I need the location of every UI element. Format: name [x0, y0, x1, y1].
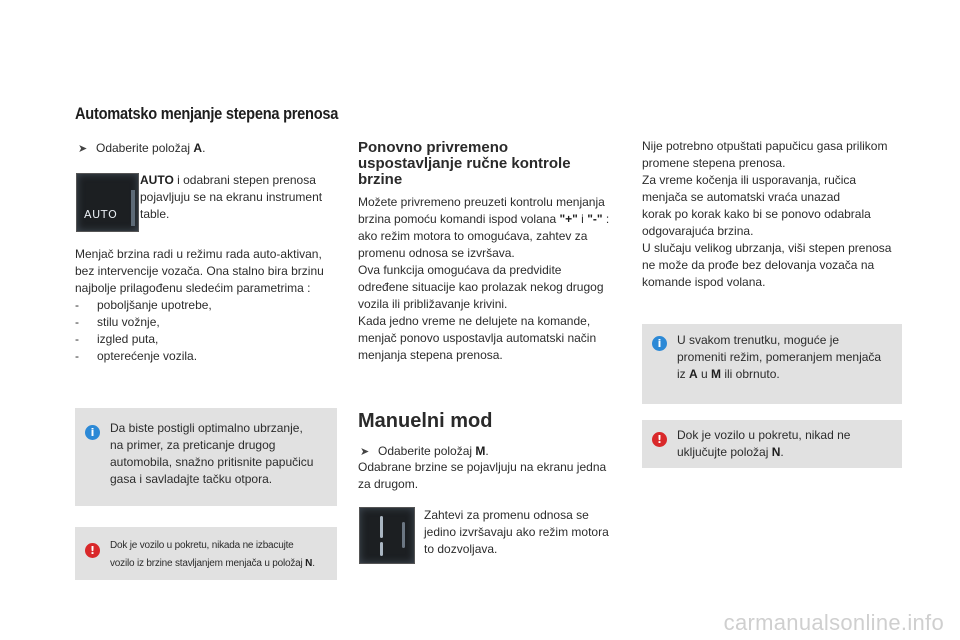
auto-display-image [76, 173, 139, 232]
arrow-right-icon: ➤ [78, 143, 88, 155]
select-a-instruction: ➤ Odaberite položaj A. [78, 140, 205, 158]
info-icon: i [85, 425, 100, 440]
section-title-manual-mode: Manuelni mod [358, 410, 493, 432]
display-bar [380, 542, 383, 556]
warning-box-neutral: ! Dok je vozilo u pokretu, nikada ne izbacujte vozilo iz brzine stavljanjem menjača u položaj N. [75, 527, 337, 580]
list-item: - stilu vožnje, [75, 314, 345, 331]
info-icon: i [652, 336, 667, 351]
auto-description: AUTO i odabrani stepen prenosa pojavljuju se na ekranu instrument table. [140, 173, 323, 221]
page-title: Automatsko menjanje stepena prenosa [75, 104, 339, 123]
manual-mode-note: Zahtevi za promenu odnosa se jedino izvršavaju ako režim motora to dozvoljava. [424, 508, 609, 556]
watermark: carmanualsonline.info [723, 610, 944, 635]
list-item: - opterećenje vozila. [75, 348, 345, 365]
exclamation-icon: ! [85, 543, 100, 558]
display-bar [380, 516, 383, 538]
info-box-mode-switch: i U svakom trenutku, moguće je promeniti režim, pomeranjem menjača iz A u M ili obrnuto. [642, 324, 902, 404]
auto-mode-paragraph: Menjač brzina radi u režimu rada auto-aktivan, bez intervencije vozača. Ona stalno bira brzinu najbolje prilagođenu sledećim parametrima : - poboljšanje upotrebe, - stilu vožnje, - izgled puta, - opterećenje vozila. [75, 246, 345, 365]
manual-override-paragraph: Možete privremeno preuzeti kontrolu menjanja brzina pomoću komandi ispod volana "+" i "-" : ako režim motora to omogućava, zahtev za promenu odnosa se izvršava. Ova funkcija omogućava da predvidite određene situacije kao prolazak nekog drugog vozila ili približavanje krivini. Kada jedno vreme ne delujete na komande, menjač ponovo uspostavlja automatski način menjanja stepena prenosa. [358, 195, 610, 362]
list-item: - poboljšanje upotrebe, [75, 297, 345, 314]
parameter-list [75, 297, 345, 365]
list-item: - izgled puta, [75, 331, 345, 348]
select-m-instruction: ➤ Odaberite položaj M. [360, 443, 489, 461]
manual-display-image [359, 507, 415, 564]
warning-box-neutral-moving: ! Dok je vozilo u pokretu, nikad ne uključujte položaj N. [642, 420, 902, 468]
section-title-manual-override: Ponovno privremeno uspostavljanje ručne kontrole brzine [358, 139, 571, 188]
gear-change-paragraph: Nije potrebno otpuštati papučicu gasa prilikom promene stepena prenosa. Za vreme kočenja ili usporavanja, ručica menjača se automatski vraća unazad korak po korak kako bi se ponovo odabrala odgovarajuća brzina. U slučaju velikog ubrzanja, viši stepen prenosa ne može da prođe bez delovanja vozača na komande ispod volana. [642, 139, 892, 289]
auto-display-label: AUTO [84, 208, 118, 221]
info-box-acceleration: i Da biste postigli optimalno ubrzanje, na primer, za preticanje drugog automobila, snažno pritisnite papučicu gasa i savladajte tačku otpora. [75, 408, 337, 506]
arrow-right-icon: ➤ [360, 446, 370, 458]
manual-mode-paragraph: Odabrane brzine se pojavljuju na ekranu jedna za drugom. [358, 460, 607, 491]
display-bar [131, 190, 135, 226]
display-bar [402, 522, 405, 548]
exclamation-icon: ! [652, 432, 667, 447]
